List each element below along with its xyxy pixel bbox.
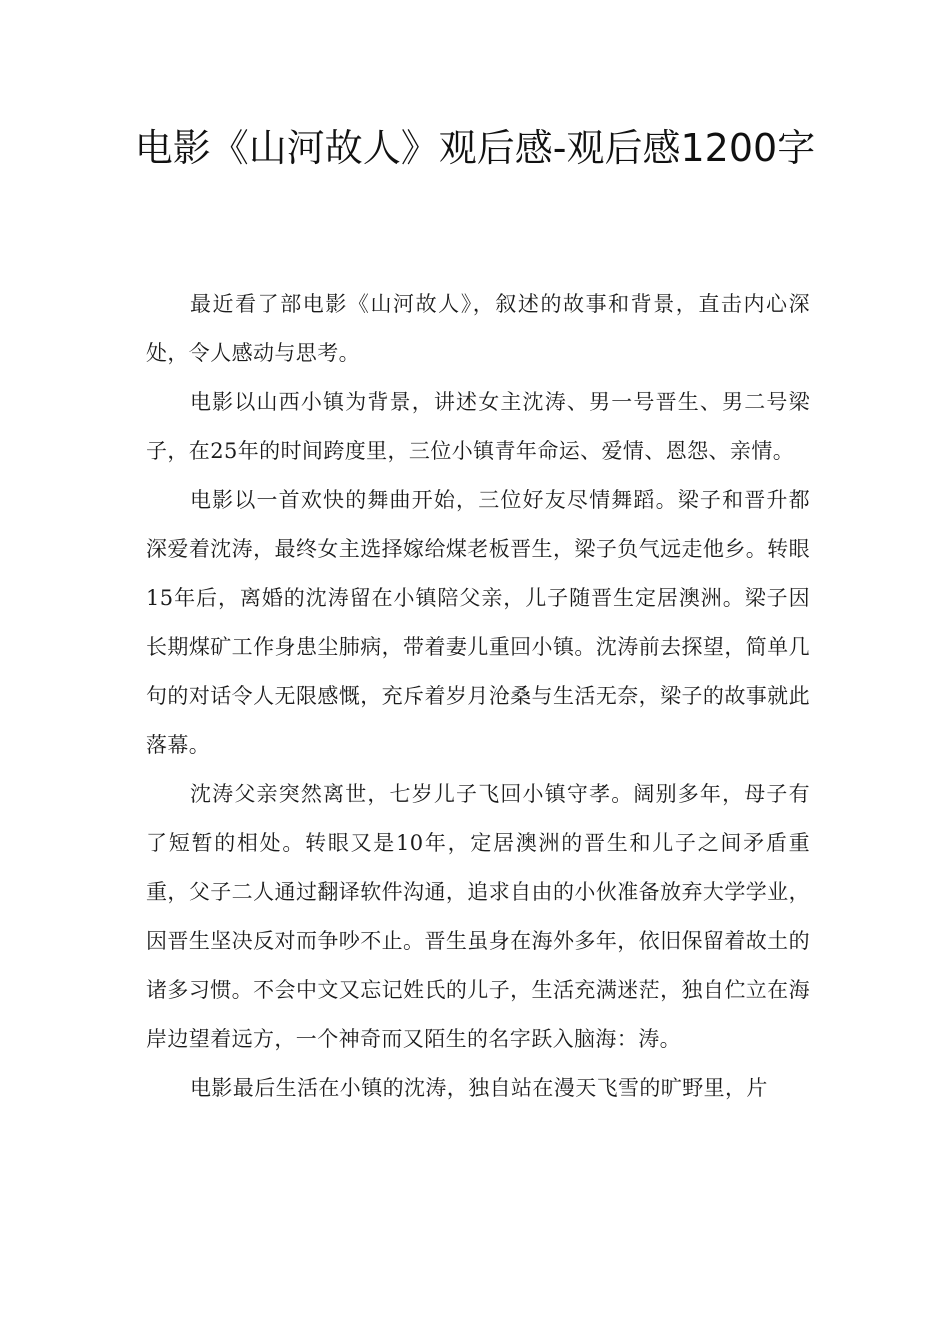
document-body	[146, 280, 810, 1113]
paragraph-3: 电影以一首欢快的舞曲开始，三位好友尽情舞蹈。梁子和晋升都深爱着沈涛，最终女主选择嫁给煤老板晋生，梁子负气远走他乡。转眼15年后，离婚的沈涛留在小镇陪父亲，儿子随晋生定居澳洲。梁子因长期煤矿工作身患尘肺病，带着妻儿重回小镇。沈涛前去探望，简单几句的对话令人无限感慨，充斥着岁月沧桑与生活无奈，梁子的故事就此落幕。	[146, 488, 810, 757]
paragraph-2: 电影以山西小镇为背景，讲述女主沈涛、男一号晋生、男二号梁子，在25年的时间跨度里，三位小镇青年命运、爱情、恩怨、亲情。	[146, 390, 810, 463]
paragraph-1: 最近看了部电影《山河故人》，叙述的故事和背景，直击内心深处，令人感动与思考。	[146, 292, 810, 365]
document-title: 电影《山河故人》观后感-观后感1200字	[134, 126, 816, 170]
paragraph-4: 沈涛父亲突然离世，七岁儿子飞回小镇守孝。阔别多年，母子有了短暂的相处。转眼又是10年，定居澳洲的晋生和儿子之间矛盾重重，父子二人通过翻译软件沟通，追求自由的小伙准备放弃大学学业，因晋生坚决反对而争吵不止。晋生虽身在海外多年，依旧保留着故土的诸多习惯。不会中文又忘记姓氏的儿子，生活充满迷茫，独自伫立在海岸边望着远方，一个神奇而又陌生的名字跃入脑海：涛。	[146, 782, 810, 1051]
paragraph-5: 电影最后生活在小镇的沈涛，独自站在漫天飞雪的旷野里，片	[190, 1076, 768, 1100]
